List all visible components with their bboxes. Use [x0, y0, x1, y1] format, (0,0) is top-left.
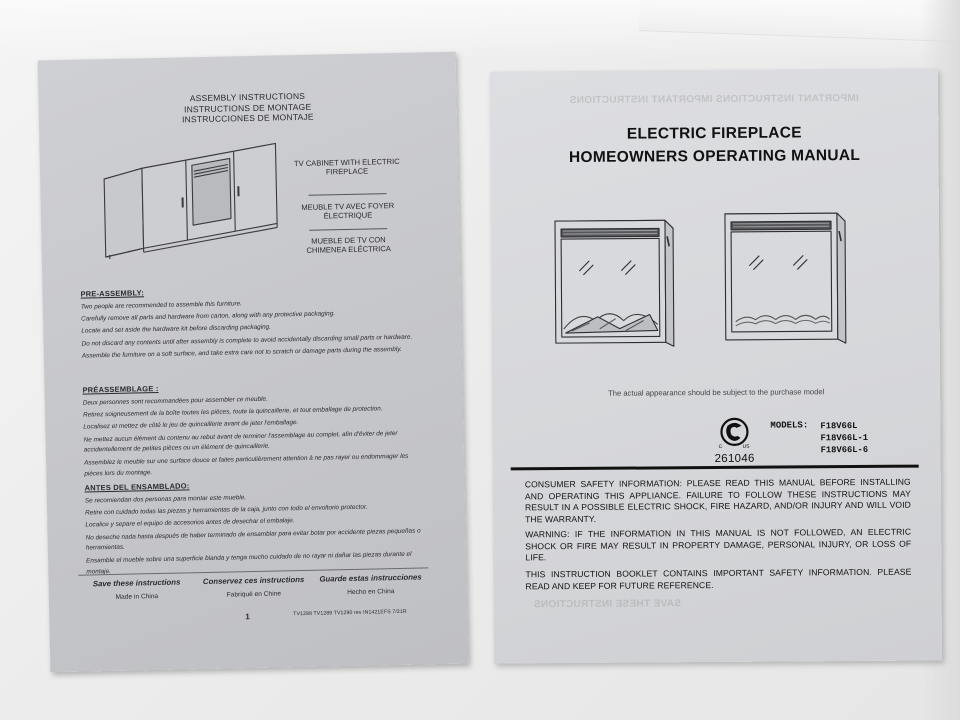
- antes-del-ensamblado-section: [85, 476, 427, 579]
- preassemblage-section: [82, 378, 424, 481]
- consumer-safety-paragraph: CONSUMER SAFETY INFORMATION: PLEASE READ THIS MANUAL BEFORE INSTALLING AND OPERATING THIS APPLIANCE. FAILURE TO FOLLOW THESE INSTRUCTIONS MAY RESULT IN A POSSIBLE ELECTRIC SHOCK, FIRE HAZARD, AND/OR INJURY AND WILL VOID THE WARRANTY.: [524, 476, 912, 525]
- models-label: MODELS:: [770, 420, 809, 431]
- csa-certification: [712, 416, 756, 465]
- save-instructions-text: Conservez ces instructions: [202, 574, 305, 587]
- save-instructions-text: Save these instructions: [92, 577, 181, 589]
- assembly-titles: [38, 88, 457, 128]
- title-fr: INSTRUCTIONS DE MONTAGE: [183, 101, 312, 114]
- footer-column-en: [79, 577, 195, 601]
- instruction-line: Localisez et mettez de côté le jeu de quincaillerie avant de jeter l'emballage.: [83, 419, 299, 431]
- model-number: F18V66L-1: [820, 432, 869, 444]
- fireplace-insert-crystals-illustration: [719, 209, 860, 350]
- fireplace-insert-logs-illustration: [549, 210, 680, 351]
- side-label-divider: [309, 228, 387, 231]
- side-label-en: TV CABINET WITH ELECTRIC FIREPLACE: [293, 156, 400, 177]
- models-list: [820, 420, 868, 456]
- made-in-text: Hecho en China: [347, 588, 395, 597]
- csa-logo-icon: [716, 416, 752, 450]
- section-heading: ANTES DEL ENSAMBLADO:: [84, 481, 190, 493]
- instruction-line: Retirez soigneusement de la boîte toutes les pièces, toute la quincaillerie, et tout emballage de protection.: [83, 405, 383, 419]
- footer-column-es: [312, 572, 428, 596]
- side-label-es: MUEBLE DE TV CON CHIMENEA ELÉCTRICA: [306, 235, 391, 256]
- instruction-line: Two people are recommended to assemble this furniture.: [80, 300, 243, 311]
- model-number: F18V66L: [820, 421, 858, 432]
- certification-number: 261046: [714, 452, 755, 466]
- manual-title-line: HOMEOWNERS OPERATING MANUAL: [568, 146, 861, 167]
- model-codes: TV1288 TV1289 TV1290 rev IN1421EFS 7/21R: [293, 608, 407, 618]
- section-heading: PRE-ASSEMBLY:: [80, 288, 145, 299]
- operating-manual-booklet: [490, 68, 942, 663]
- title-es: INSTRUCCIONES DE MONTAJE: [181, 111, 314, 125]
- page-number: 1: [245, 612, 250, 622]
- instruction-line: No deseche nada hasta después de haber terminado de ensamblar para evitar botar por accidente piezas pequeñas o herramientas.: [85, 527, 421, 553]
- instruction-line: Se recomiendan dos personas para montar este mueble.: [84, 493, 247, 505]
- made-in-text: Fabriqué en Chine: [226, 590, 282, 599]
- assembly-instructions-booklet: [38, 52, 469, 673]
- csa-us-mark: US: [742, 443, 750, 450]
- instruction-line: Assemblez le meuble sur une surface douce et faites particulièrement attention à ne pas rayer ou endommager les pièces lors du montage.: [84, 452, 409, 478]
- tv-cabinet-illustration: [97, 135, 280, 264]
- appearance-caption: The actual appearance should be subject to the purchase model: [608, 387, 825, 398]
- instruction-line: Deux personnes sont recommandées pour assembler ce meuble.: [82, 395, 268, 407]
- made-in-text: Made in China: [115, 593, 159, 601]
- booklet-notice-paragraph: THIS INSTRUCTION BOOKLET CONTAINS IMPORTANT SAFETY INFORMATION. PLEASE READ AND KEEP FOR FUTURE REFERENCE.: [525, 566, 912, 591]
- instruction-line: Ne mettez aucun élément du contenu au rebut avant de terminer l'assemblage au complet, afin d'éviter de jeter accidentellement de petites pièces ou un élément de quincaillerie.: [83, 429, 398, 455]
- instruction-line: Do not discard any contents until after assembly is complete to avoid accidentally discarding small parts or hardware.: [81, 333, 413, 348]
- instruction-line: Assemble the furniture on a soft surface, and take extra care not to scratch or damage parts during the assembly.: [81, 345, 402, 360]
- bleed-through-text: IMPORTANT INSTRUCTIONS IMPORTANT INSTRUCTIONS: [569, 92, 859, 107]
- instruction-line: Locate and set aside the hardware kit before discarding packaging.: [81, 324, 272, 335]
- warning-paragraph: WARNING: IF THE INFORMATION IN THIS MANUAL IS NOT FOLLOWED, AN ELECTRIC SHOCK OR FIRE MAY RESULT IN PROPERTY DAMAGE, PERSONAL INJURY, OR LOSS OF LIFE.: [525, 526, 912, 563]
- instruction-line: Retire con cuidado todas las piezas y herramientas de la caja, junto con todo el envoltorio protector.: [85, 503, 368, 517]
- title-en: ASSEMBLY INSTRUCTIONS: [189, 90, 306, 104]
- model-number: F18V66L-6: [820, 444, 869, 456]
- csa-c-mark: C: [718, 443, 723, 450]
- side-label-divider: [309, 193, 387, 196]
- manual-title: [490, 120, 938, 169]
- side-label-fr: MEUBLE TV AVEC FOYER ÉLECTRIQUE: [301, 201, 395, 221]
- pre-assembly-section: [80, 282, 421, 363]
- save-instructions-text: Guarde estas instrucciones: [319, 572, 422, 584]
- manual-title-line: ELECTRIC FIREPLACE: [626, 124, 802, 143]
- heavy-divider: [511, 465, 919, 471]
- instruction-line: Localice y separe el equipo de accesorios antes de desechar el embalaje.: [85, 517, 295, 529]
- footer-column-fr: [195, 575, 311, 599]
- instruction-line: Ensamble el mueble sobre una superficie blanda y tenga mucho cuidado de no rayar ni dañar las piezas durante el montaje.: [86, 550, 412, 576]
- section-heading: PRÉASSEMBLAGE :: [82, 383, 159, 395]
- bleed-through-text: SAVE THESE INSTRUCTIONS: [533, 598, 681, 611]
- instruction-line: Carefully remove all parts and hardware from carton, along with any protective packaging.: [80, 310, 336, 323]
